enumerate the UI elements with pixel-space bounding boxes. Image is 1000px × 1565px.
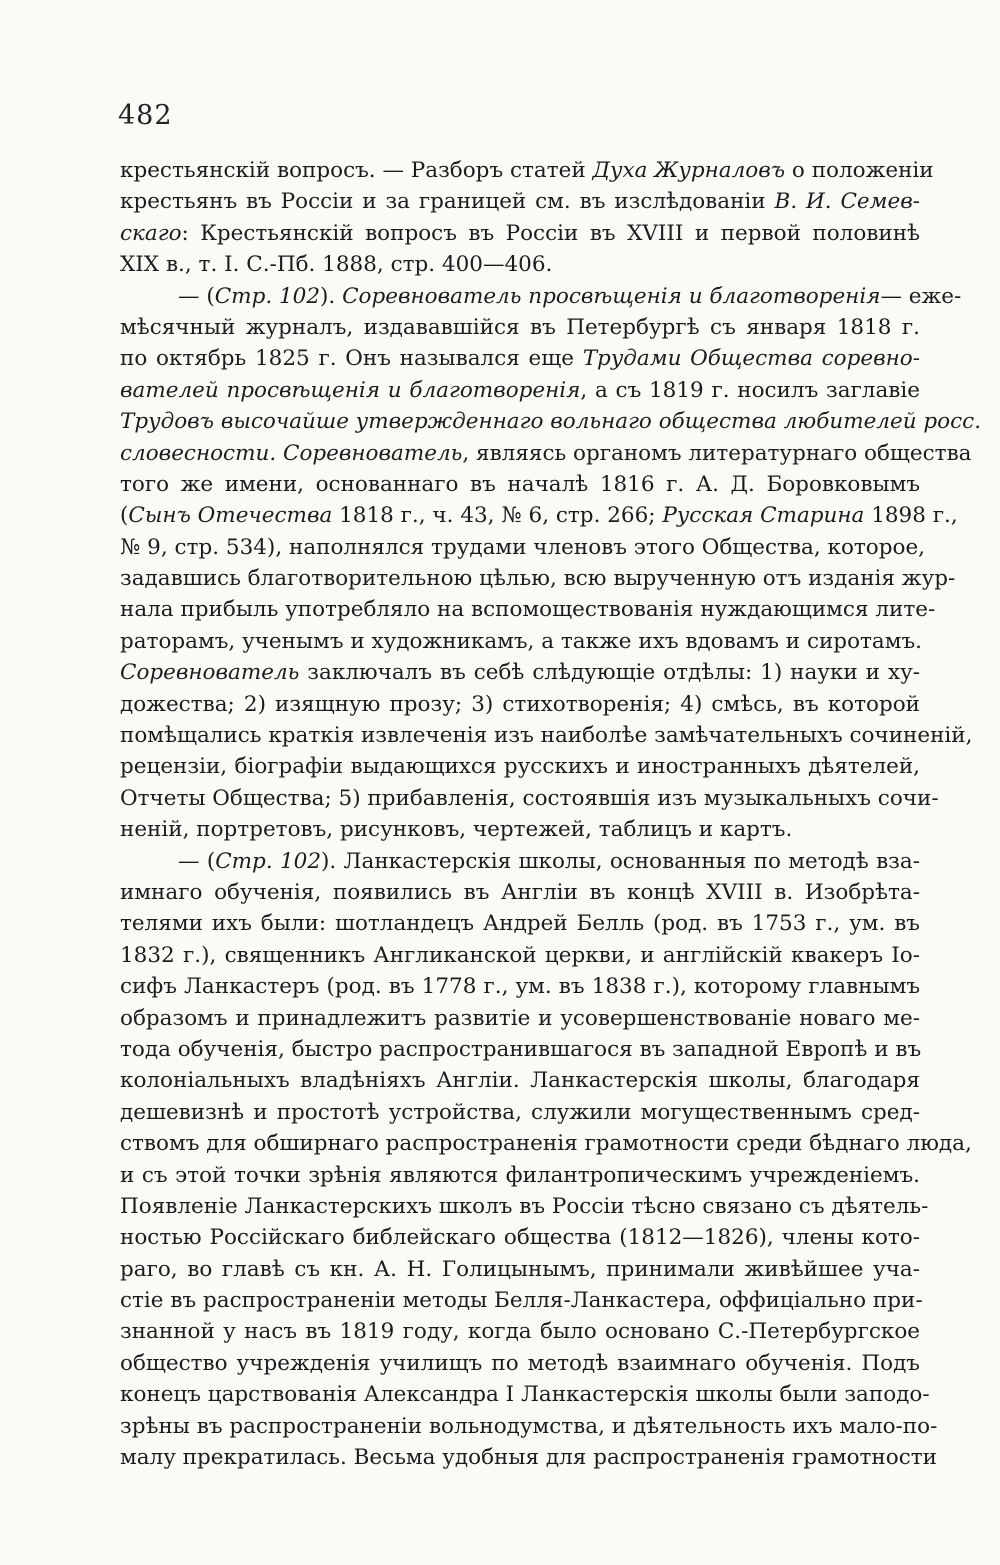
text-line	[120, 1442, 937, 1473]
text-run: зрѣны въ распространеніи вольнодумства, и дѣятельность ихъ мало-по-	[120, 1413, 938, 1439]
italic-text-run: Трудовъ высочайше утвержденнаго вольнаго общества любителей росс.	[120, 409, 982, 435]
text-run: 1818 г., ч. 43, № 6, стр. 266;	[332, 503, 663, 529]
italic-text-run: Стр. 102	[214, 283, 321, 309]
text-line	[120, 312, 920, 343]
text-run: неній, портретовъ, рисунковъ, чертежей, таблицъ и картъ.	[120, 817, 793, 843]
text-run: и съ этой точки зрѣнія являются филантропическимъ учрежденіемъ.	[120, 1162, 920, 1188]
text-line	[120, 1285, 923, 1316]
text-line	[120, 438, 972, 469]
italic-text-run: Сынъ Отечества	[128, 503, 333, 529]
text-run: (	[120, 503, 129, 529]
text-run: дешевизнѣ и простотѣ устройства, служили могущественнымъ сред-	[120, 1099, 920, 1125]
text-run: ностью Россійскаго библейскаго общества (1812—1826), члены кото-	[120, 1225, 920, 1251]
text-line	[120, 594, 936, 625]
text-run: колоніальныхъ владѣніяхъ Англіи. Ланкастерскія школы, благодаря	[120, 1068, 920, 1094]
text-line	[120, 751, 920, 782]
page-number: 482	[118, 100, 173, 131]
text-run: раго, во главѣ съ кн. А. Н. Голицынымъ, принимали живѣйшее уча-	[120, 1256, 920, 1282]
text-line	[120, 1222, 920, 1253]
text-line	[120, 689, 920, 720]
text-run: ствомъ для обширнаго распространенія грамотности среди бѣднаго люда,	[120, 1131, 972, 1157]
text-line	[120, 1191, 929, 1222]
text-run: нала прибыль употребляло на вспомоществованія нуждающимся лите-	[120, 597, 936, 623]
text-line	[120, 1065, 920, 1096]
italic-text-run: Соревнователь	[120, 660, 300, 686]
text-line	[120, 1411, 938, 1442]
text-run: сифъ Ланкастеръ (род. въ 1778 г., ум. въ 1838 г.), которому главнымъ	[120, 974, 920, 1000]
italic-text-run: Духа Журналовъ	[592, 158, 786, 183]
text-line	[120, 532, 926, 563]
text-run: задавшись благотворительною цѣлью, всю вырученную отъ изданія жур-	[120, 566, 956, 592]
italic-text-run: Трудами Общества соревно-	[582, 346, 920, 372]
text-run: Отчеты Общества; 5) прибавленія, состоявшія изъ музыкальныхъ сочи-	[120, 785, 939, 811]
text-run: XIX в., т. I. С.-Пб. 1888, стр. 400—406.	[120, 252, 553, 278]
text-line	[120, 1128, 972, 1159]
text-line	[120, 186, 920, 217]
text-line	[120, 406, 982, 437]
text-run: малу прекратилась. Весьма удобныя для распространенія грамотности	[120, 1445, 937, 1471]
text-run: общество учрежденія училищъ по методѣ взаимнаго обученія. Подъ	[120, 1350, 920, 1376]
text-line	[120, 846, 920, 877]
italic-text-run: Русская Старина	[662, 503, 865, 529]
text-run: — (	[178, 283, 215, 309]
text-line	[120, 563, 956, 594]
text-line	[120, 971, 920, 1002]
text-line	[120, 1348, 920, 1379]
text-line	[120, 1097, 920, 1128]
text-line	[120, 500, 958, 531]
text-line	[120, 281, 962, 312]
text-run: рецензіи, біографіи выдающихся русскихъ и иностранныхъ дѣятелей,	[120, 754, 920, 780]
text-run: мѣсячный журналъ, издававшійся въ Петербургѣ съ января 1818 г.	[120, 314, 920, 340]
text-run: знанной у насъ въ 1819 году, когда было основано С.-Петербургское	[120, 1319, 920, 1345]
text-line	[120, 1003, 920, 1034]
italic-text-run: словесности. Соревнователь	[120, 440, 463, 466]
text-line	[120, 814, 920, 845]
text-run: телями ихъ были: шотландецъ Андрей Белль (род. въ 1753 г., ум. въ	[120, 911, 920, 937]
italic-text-run: Стр. 102	[215, 848, 322, 874]
text-line	[120, 343, 920, 374]
text-run: крестьянскій вопросъ. — Разборъ статей	[120, 158, 593, 183]
text-line	[120, 155, 934, 186]
text-line	[120, 783, 939, 814]
text-run: имнаго обученія, появились въ Англіи въ концѣ XVIII в. Изобрѣта-	[120, 879, 920, 905]
text-line	[120, 249, 920, 280]
text-run: — еже-	[880, 283, 962, 309]
text-run: о положеніи	[785, 158, 934, 183]
text-line	[120, 469, 920, 500]
text-run: по октябрь 1825 г. Онъ назывался еще	[120, 346, 583, 372]
text-line	[120, 626, 920, 657]
text-run: образомъ и принадлежитъ развитіе и усовершенствованіе новаго ме-	[120, 1005, 920, 1031]
text-line	[120, 877, 920, 908]
text-run: конецъ царствованія Александра I Ланкастерскія школы были заподо-	[120, 1382, 930, 1408]
text-line	[120, 657, 920, 688]
text-line	[120, 1379, 930, 1410]
italic-text-run: Соревнователь просвѣщенія и благотворенія	[342, 283, 881, 309]
text-run: 1832 г.), священникъ Англиканской церкви, и англійскій квакеръ Іо-	[120, 942, 920, 968]
text-run: : Крестьянскій вопросъ въ Россіи въ XVIII и первой половинѣ	[181, 220, 920, 246]
body-text	[120, 155, 982, 1473]
text-run: раторамъ, ученымъ и художникамъ, а также ихъ вдовамъ и сиротамъ.	[120, 628, 922, 654]
text-run: стіе въ распространеніи методы Белля-Ланкастера, оффиціально при-	[120, 1288, 923, 1314]
text-run: крестьянъ въ Россіи и за границей см. въ изслѣдованіи	[120, 189, 775, 215]
italic-text-run: В. И. Семев-	[774, 189, 920, 215]
text-line	[120, 720, 973, 751]
text-line	[120, 940, 920, 971]
text-line	[120, 1316, 920, 1347]
text-line	[120, 375, 920, 406]
text-line	[120, 218, 920, 249]
italic-text-run: вателей просвѣщенія и благотворенія	[120, 377, 581, 403]
text-run: — (	[178, 848, 216, 874]
text-line	[120, 1254, 920, 1285]
text-run: 1898 г.,	[864, 503, 958, 529]
text-run: ). Ланкастерскія школы, основанныя по методѣ вза-	[321, 848, 920, 874]
text-run: заключалъ въ себѣ слѣдующіе отдѣлы: 1) науки и ху-	[299, 660, 920, 686]
text-run: того же имени, основаннаго въ началѣ 1816 г. А. Д. Боровковымъ	[120, 471, 920, 497]
text-run: , а съ 1819 г. носилъ заглавіе	[580, 377, 920, 403]
text-run: , являясь органомъ литературнаго общества	[462, 440, 972, 466]
italic-text-run: скаго	[120, 220, 182, 246]
text-run: тода обученія, быстро распространившагося въ западной Европѣ и въ	[120, 1036, 922, 1062]
text-run: дожества; 2) изящную прозу; 3) стихотворенія; 4) смѣсь, въ которой	[120, 691, 920, 717]
text-run: помѣщались краткія извлеченія изъ наиболѣе замѣчательныхъ сочиненій,	[120, 723, 973, 749]
text-line	[120, 908, 920, 939]
text-line	[120, 1160, 920, 1191]
text-run: ).	[320, 283, 343, 309]
text-line	[120, 1034, 920, 1065]
text-run: Появленіе Ланкастерскихъ школъ въ Россіи тѣсно связано съ дѣятель-	[120, 1193, 929, 1219]
text-run: № 9, стр. 534), наполнялся трудами членовъ этого Общества, которое,	[120, 534, 926, 560]
